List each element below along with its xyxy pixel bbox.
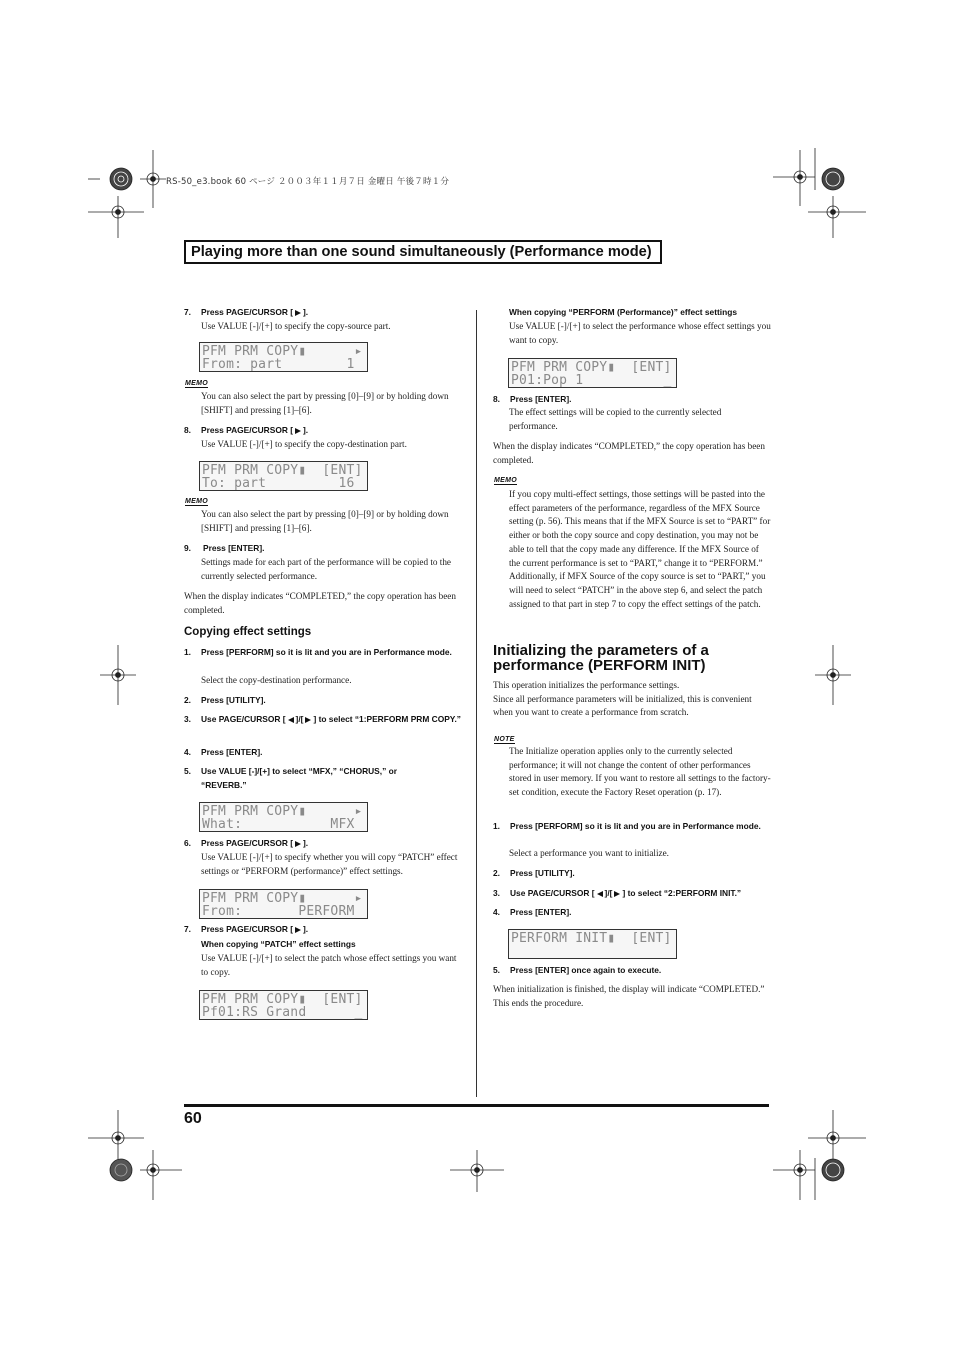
- right-arrow-icon: [295, 428, 301, 434]
- step-9-body: Settings made for each part of the performance will be copied to the currently selected performance.: [201, 557, 452, 581]
- perform-init-heading-line-2: performance (PERFORM INIT): [493, 657, 706, 674]
- copy-step-6: 6. Press PAGE/CURSOR [ ].: [184, 838, 309, 848]
- right-arrow-icon: [305, 717, 311, 723]
- init-step-1: 1. Press [PERFORM] so it is lit and you are in Performance mode.: [493, 821, 761, 831]
- right-arrow-icon: [295, 927, 301, 933]
- right-arrow-icon: [295, 310, 301, 316]
- perform-copy-body: Use VALUE [-]/[+] to select the performance whose effect settings you want to copy.: [509, 321, 771, 345]
- perform-copy-subheading: When copying “PERFORM (Performance)” effect settings: [509, 307, 738, 317]
- memo-label: MEMO: [185, 380, 208, 387]
- copy-step-4: 4. Press [ENTER].: [184, 747, 263, 757]
- right-completed-note: When the display indicates “COMPLETED,” the copy operation has been completed.: [493, 441, 765, 465]
- copy-step-1: 1. Press [PERFORM] so it is lit and you are in Performance mode.: [184, 647, 452, 657]
- completed-note: When the display indicates “COMPLETED,” the copy operation has been completed.: [184, 591, 456, 615]
- copy-step-7-subheading: When copying “PATCH” effect settings: [201, 939, 356, 949]
- perform-init-heading-line-1: Initializing the parameters of a: [493, 642, 709, 659]
- copy-step-3: 3. Use PAGE/CURSOR [ ]/[ ] to select “1:PERFORM PRM COPY.”: [184, 714, 461, 724]
- lcd-display-1: PFM PRM COPY▮ ▸ From: part 1: [199, 342, 368, 372]
- step-9: 9. Press [ENTER].: [184, 543, 265, 553]
- step-7: 7. Press PAGE/CURSOR [ ].: [184, 307, 309, 317]
- init-step-2: 2. Press [UTILITY].: [493, 868, 575, 878]
- right-arrow-icon: [614, 891, 620, 897]
- memo-label: MEMO: [494, 477, 517, 484]
- lcd-display-7: PERFORM INIT▮ [ENT]: [508, 929, 677, 959]
- step-7-body: Use VALUE [-]/[+] to specify the copy-source part.: [201, 321, 391, 331]
- copy-step-5: 5. Use VALUE [-]/[+] to select “MFX,” “CHORUS,” or “REVERB.”: [184, 766, 397, 790]
- copy-effect-heading: Copying effect settings: [184, 626, 312, 638]
- lcd-display-3: PFM PRM COPY▮ ▸ What: MFX: [199, 802, 368, 832]
- init-final-note: When initialization is finished, the display will indicate “COMPLETED.” This ends the procedure.: [493, 984, 765, 1008]
- step-8: 8. Press PAGE/CURSOR [ ].: [184, 425, 309, 435]
- lcd-display-6: PFM PRM COPY▮ [ENT] P01:Pop 1 _: [508, 358, 677, 388]
- right-arrow-icon: [295, 841, 301, 847]
- left-arrow-icon: [288, 717, 294, 723]
- page-number: 60: [184, 1110, 202, 1127]
- init-step-1-body: Select a performance you want to initialize.: [509, 848, 669, 858]
- section-title: Playing more than one sound simultaneously (Performance mode): [184, 240, 662, 264]
- copy-step-1-body: Select the copy-destination performance.: [201, 675, 352, 685]
- lcd-display-4: PFM PRM COPY▮ ▸ From: PERFORM: [199, 889, 368, 919]
- memo-label: MEMO: [185, 498, 208, 505]
- init-step-5: 5. Press [ENTER] once again to execute.: [493, 965, 662, 975]
- page-header: RS-50_e3.book 60 ページ ２００３年１１月７日 金曜日 午後７時１分: [166, 177, 450, 187]
- step-8-body: Use VALUE [-]/[+] to specify the copy-destination part.: [201, 439, 407, 449]
- right-step-8-body: The effect settings will be copied to the currently selected performance.: [509, 407, 722, 431]
- init-step-4: 4. Press [ENTER].: [493, 907, 572, 917]
- copy-step-7: 7. Press PAGE/CURSOR [ ].: [184, 924, 309, 934]
- note-body: The Initialize operation applies only to the currently selected performance; it will not change the content of other performances stored in user memory. If you want to restore all settings to the factory-set condition, execute the Factory Reset operation (p. 17).: [509, 746, 771, 798]
- copy-step-7-body: Use VALUE [-]/[+] to select the patch whose effect settings you want to copy.: [201, 953, 457, 977]
- right-memo-body: If you copy multi-effect settings, those settings will be pasted into the effect parameters of the performance, regardless of the MFX Source setting (p. 56). This means that if the MFX Source is set to “PART” for either or both the copy source and copy destination, you may not be able to tell that the copy made any difference. If the MFX Source of the current performance is set to “PART,” change it to “PERFORM.” Additionally, if MFX Source of the copy source is set to “PART,” you will need to select “PATCH” in the above step 6, and select the patch assigned to that part in step 7 to copy the effect settings of the patch.: [509, 489, 771, 609]
- copy-step-6-body: Use VALUE [-]/[+] to specify whether you will copy “PATCH” effect settings or “PERFORM (performance)” effect settings.: [201, 852, 458, 876]
- copy-step-2: 2. Press [UTILITY].: [184, 695, 266, 705]
- footer-rule: [184, 1104, 769, 1107]
- note-label: NOTE: [494, 736, 515, 743]
- lcd-display-5: PFM PRM COPY▮ [ENT] Pf01:RS Grand _: [199, 990, 368, 1020]
- init-step-3: 3. Use PAGE/CURSOR [ ]/[ ] to select “2:PERFORM INIT.”: [493, 888, 742, 898]
- memo-2-body: You can also select the part by pressing [0]–[9] or by holding down [SHIFT] and pressing [1]–[6].: [201, 509, 449, 533]
- right-step-8: 8. Press [ENTER].: [493, 394, 572, 404]
- lcd-display-2: PFM PRM COPY▮ [ENT] To: part 16: [199, 461, 368, 491]
- column-divider: [476, 310, 477, 1097]
- left-arrow-icon: [597, 891, 603, 897]
- perform-init-intro: This operation initializes the performance settings. Since all performance parameters will be initialized, this is convenient when you want to create a performance from scratch.: [493, 680, 752, 718]
- memo-1-body: You can also select the part by pressing [0]–[9] or by holding down [SHIFT] and pressing [1]–[6].: [201, 391, 449, 415]
